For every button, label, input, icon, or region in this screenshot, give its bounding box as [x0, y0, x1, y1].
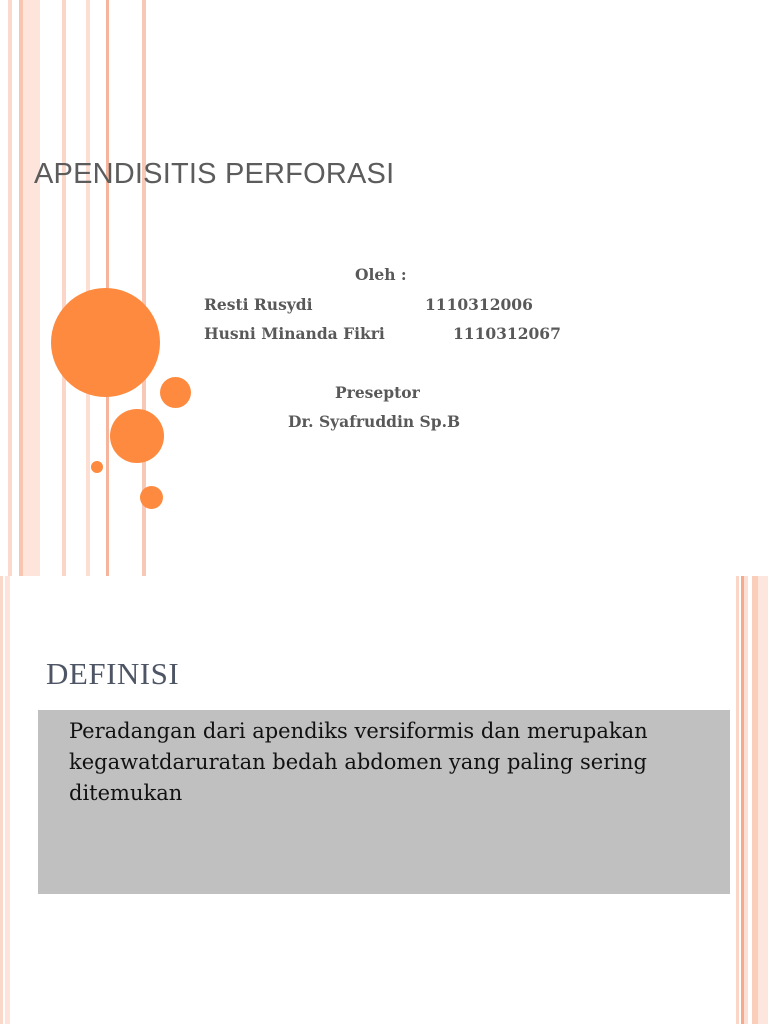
decorative-circle-small: [160, 377, 191, 408]
oleh-label: Oleh :: [355, 265, 407, 284]
definition-text: Peradangan dari apendiks versiformis dan merupakan kegawatdaruratan bedah abdomen yang paling sering ditemukan: [69, 719, 648, 805]
author-name: Husni Minanda Fikri: [204, 324, 385, 343]
author-id: 1110312006: [425, 295, 533, 314]
definition-slide: [0, 576, 768, 1024]
section-heading: DEFINISI: [46, 656, 180, 691]
decorative-circle-medium: [110, 409, 164, 463]
preseptor-name: Dr. Syafruddin Sp.B: [288, 412, 461, 431]
author-name: Resti Rusydi: [204, 295, 313, 314]
preseptor-label: Preseptor: [335, 383, 420, 402]
author-id: 1110312067: [453, 324, 561, 343]
decorative-stripes-right: [734, 576, 768, 1024]
decorative-circle-dot: [91, 461, 103, 473]
decorative-circle-tiny: [140, 486, 163, 509]
decorative-stripes: [0, 0, 147, 576]
decorative-circle-large: [51, 288, 160, 397]
decorative-stripes-left: [0, 576, 10, 1024]
slide-title: APENDISITIS PERFORASI: [34, 158, 395, 190]
